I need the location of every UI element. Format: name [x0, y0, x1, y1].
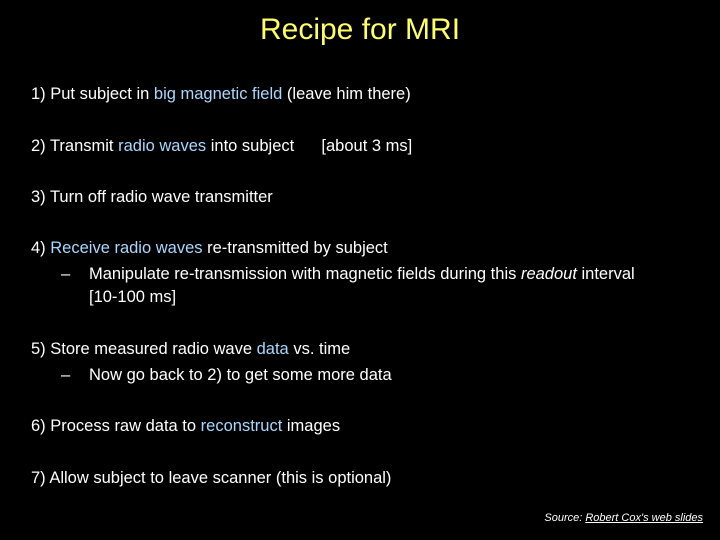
step-4-sub-text: Manipulate re-transmission with magnetic fields during this	[89, 265, 521, 283]
step-6-highlight: reconstruct	[200, 417, 283, 435]
step-2-text: 2) Transmit	[31, 137, 119, 155]
step-2-text-end: into subject	[206, 137, 295, 155]
step-4-highlight: Receive radio waves	[50, 239, 203, 257]
step-4-text: 4)	[31, 239, 51, 257]
step-1-highlight: big magnetic field	[153, 85, 283, 103]
step-4-sub-emphasis: readout	[520, 265, 577, 283]
step-1-text-end: (leave him there)	[282, 85, 411, 103]
step-2	[31, 135, 412, 157]
step-6	[31, 415, 340, 437]
source-credit	[544, 512, 703, 524]
step-4-sub-continuation: [10-100 ms]	[89, 288, 177, 306]
step-6-text-end: images	[282, 417, 341, 435]
step-7	[31, 467, 391, 489]
source-label: Source:	[544, 512, 586, 524]
step-2-duration: [about 3 ms]	[321, 137, 413, 155]
source-link[interactable]: Robert Cox's web slides	[585, 512, 703, 524]
slide-title: Recipe for MRI	[259, 13, 461, 46]
step-5-text-end: vs. time	[288, 340, 351, 358]
step-4-sub-text-end: interval	[576, 265, 635, 283]
step-4-subitem	[61, 263, 635, 285]
step-5	[31, 338, 350, 360]
step-5-highlight: data	[256, 340, 289, 358]
step-4-sub-dash: –	[61, 265, 71, 283]
step-5-sub-dash: –	[61, 366, 71, 384]
step-4-text-end: re-transmitted by subject	[202, 239, 388, 257]
step-6-text: 6) Process raw data to	[31, 417, 201, 435]
step-3	[31, 186, 273, 208]
step-7-text: 7) Allow subject to leave scanner (this is optional)	[31, 469, 392, 487]
step-5-sub-text: Now go back to 2) to get some more data	[89, 366, 392, 384]
step-5-text: 5) Store measured radio wave	[31, 340, 257, 358]
step-2-highlight: radio waves	[118, 137, 207, 155]
step-1-text: 1) Put subject in	[31, 85, 154, 103]
step-3-text: 3) Turn off radio wave transmitter	[31, 188, 273, 206]
step-5-subitem	[61, 364, 392, 386]
step-1	[31, 83, 411, 105]
step-4	[31, 237, 388, 259]
